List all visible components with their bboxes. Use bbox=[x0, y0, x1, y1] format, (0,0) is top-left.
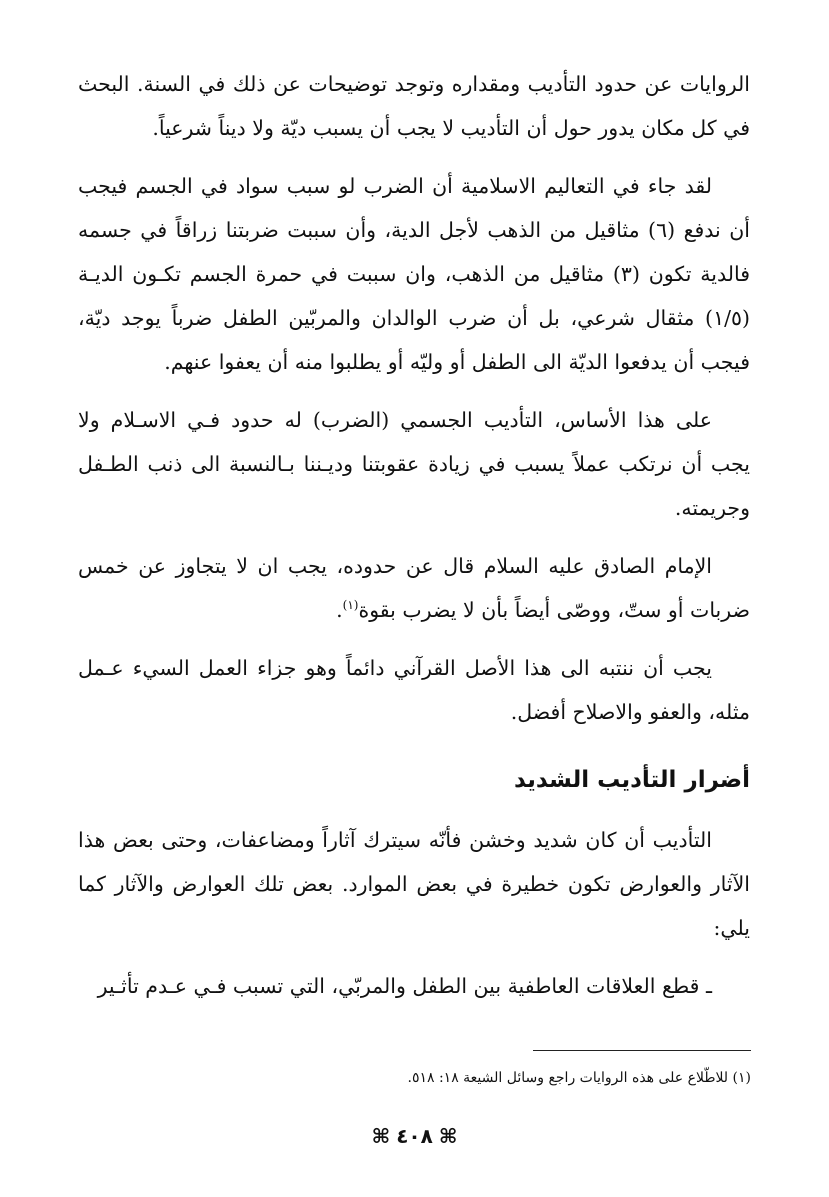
paragraph-intro: الروايات عن حدود التأديب ومقداره وتوجد توضيحات عن ذلك في السنة. البحث في كل مكان يدور حول أن التأديب لا يجب أن يسبب ديّة ولا ديناً شرعياً. bbox=[78, 72, 750, 140]
footnote: (١) للاطّلاع على هذه الروايات راجع وسائل الشيعة ١٨: ٥١٨. bbox=[407, 1070, 751, 1086]
page-number: ٤٠٨ bbox=[396, 1124, 433, 1148]
footnote-reference: (١) bbox=[342, 598, 359, 613]
page-body bbox=[78, 62, 750, 1022]
page-number-line bbox=[0, 1122, 829, 1150]
paragraph-harsh-discipline: التأديب أن كان شديد وخشن فأنّه سيترك آثاراً ومضاعفات، وحتى بعض هذا الآثار والعوارض تكون خطيرة في بعض الموارد. بعض تلك العوارض والآثار كما يلي: bbox=[78, 828, 750, 940]
paragraph-limits: على هذا الأساس، التأديب الجسمي (الضرب) له حدود فـي الاسـلام ولا يجب أن نرتكب عملاً يسبب في زيادة عقوبتنا وديـننا بـالنسبة الى ذنب الطـفل وجريمته. bbox=[78, 408, 750, 520]
section-heading: أضرار التأديب الشديد bbox=[513, 767, 750, 793]
paragraph-imam-sadiq-text: الإمام الصادق عليه السلام قال عن حدوده، يجب ان لا يتجاوز عن خمس ضربات أو ستّ، ووصّى أيضاً بأن لا يضرب بقوة bbox=[78, 554, 750, 622]
ornament-icon: ⌘ bbox=[438, 1124, 458, 1148]
paragraph-diya: لقد جاء في التعاليم الاسلامية أن الضرب لو سبب سواد في الجسم فيجب أن ندفع (٦) مثاقيل من الذهب لأجل الدية، وأن سببت ضربتنا زراقاً في جسمه فالدية تكون (٣) مثاقيل من الذهب، وان سببت في حمرة الجسم تكـون الديـة (١/٥) مثقال شرعي، بل أن ضرب الوالدان والمربّين الطفل ضرباً يوجد ديّة، فيجب أن يدفعوا الديّة الى الطفل أو وليّه أو يطلبوا منه أن يعفوا عنهم. bbox=[78, 174, 750, 374]
ornament-icon: ⌘ bbox=[371, 1124, 391, 1148]
paragraph-quranic-principle: يجب أن ننتبه الى هذا الأصل القرآني دائماً وهو جزاء العمل السيء عـمل مثله، والعفو والاصلاح أفضل. bbox=[78, 656, 750, 724]
paragraph-effects-list-item: ـ قطع العلاقات العاطفية بين الطفل والمربّي، التي تسبب فـي عـدم تأثـير bbox=[97, 974, 712, 998]
paragraph-imam-sadiq bbox=[78, 544, 750, 632]
footnote-divider bbox=[533, 1050, 751, 1051]
paragraph-imam-sadiq-end: . bbox=[336, 598, 343, 622]
